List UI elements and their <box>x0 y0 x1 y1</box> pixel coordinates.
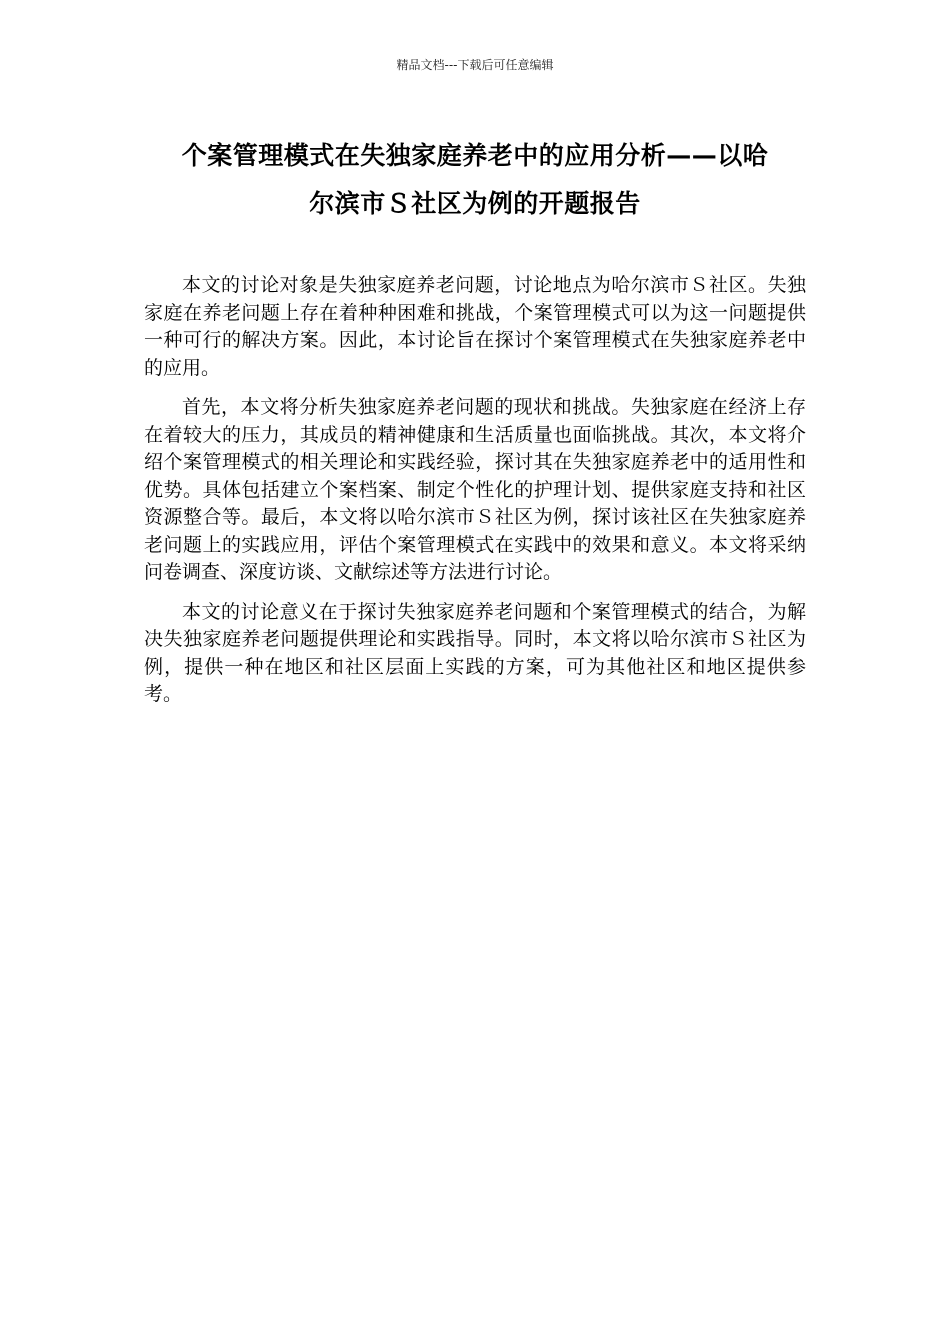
paragraph-3: 本文的讨论意义在于探讨失独家庭养老问题和个案管理模式的结合，为解决失独家庭养老问题提供理论和实践指导。同时，本文将以哈尔滨市Ｓ社区为例，提供一种在地区和社区层面上实践的方案，可为其他社区和地区提供参考。 <box>144 600 806 705</box>
page-header: 精品文档---下载后可任意编辑 <box>396 58 554 72</box>
document-body <box>144 272 806 721</box>
paragraph-2: 首先，本文将分析失独家庭养老问题的现状和挑战。失独家庭在经济上存在着较大的压力，其成员的精神健康和生活质量也面临挑战。其次，本文将介绍个案管理模式的相关理论和实践经验，探讨其在失独家庭养老中的适用性和优势。具体包括建立个案档案、制定个性化的护理计划、提供家庭支持和社区资源整合等。最后，本文将以哈尔滨市Ｓ社区为例，探讨该社区在失独家庭养老问题上的实践应用，评估个案管理模式在实践中的效果和意义。本文将采纳问卷调查、深度访谈、文献综述等方法进行讨论。 <box>144 396 806 583</box>
title-line-2: 尔滨市Ｓ社区为例的开题报告 <box>309 189 641 218</box>
paragraph-1: 本文的讨论对象是失独家庭养老问题，讨论地点为哈尔滨市Ｓ社区。失独家庭在养老问题上存在着种种困难和挑战，个案管理模式可以为这一问题提供一种可行的解决方案。因此，本讨论旨在探讨个案管理模式在失独家庭养老中的应用。 <box>144 274 806 379</box>
document-title <box>140 132 810 228</box>
title-line-1: 个案管理模式在失独家庭养老中的应用分析——以哈 <box>181 141 769 170</box>
